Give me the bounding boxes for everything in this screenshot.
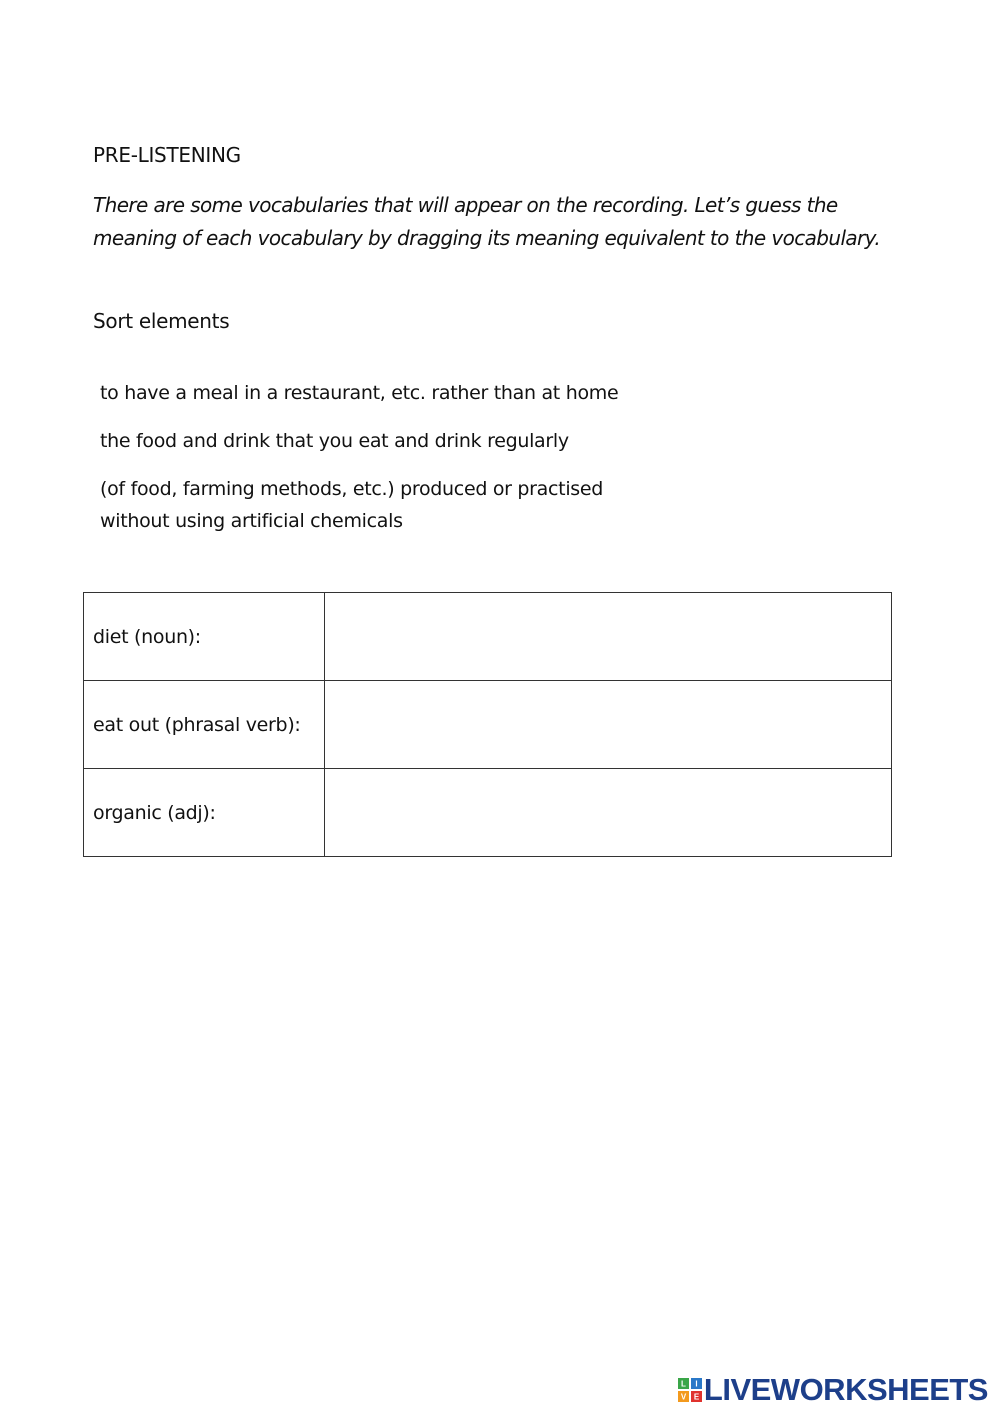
sort-items bbox=[100, 377, 660, 553]
brand-name: LIVEWORKSHEETS bbox=[703, 1372, 988, 1407]
draggable-meaning-1[interactable]: to have a meal in a restaurant, etc. rather than at home bbox=[100, 382, 619, 404]
svg-text:I: I bbox=[695, 1379, 698, 1389]
heading: PRE-LISTENING bbox=[93, 143, 241, 167]
table-row bbox=[84, 593, 892, 681]
vocab-term-organic: organic (adj): bbox=[84, 769, 325, 857]
svg-text:V: V bbox=[680, 1392, 687, 1402]
brand-watermark bbox=[678, 1374, 988, 1406]
table-row bbox=[84, 681, 892, 769]
drop-zone-diet[interactable] bbox=[325, 593, 892, 681]
vocabulary-table bbox=[83, 592, 892, 857]
svg-text:E: E bbox=[693, 1392, 700, 1402]
vocab-term-diet: diet (noun): bbox=[84, 593, 325, 681]
draggable-meaning-3[interactable]: (of food, farming methods, etc.) produced or practised without using artificial chemicals bbox=[100, 478, 604, 532]
instruction: There are some vocabularies that will appear on the recording. Let’s guess the meaning of each vocabulary by dragging its meaning equivalent to the vocabulary. bbox=[93, 193, 881, 250]
liveworksheets-logo-icon bbox=[678, 1378, 702, 1402]
table-row bbox=[84, 769, 892, 857]
svg-text:L: L bbox=[680, 1379, 686, 1389]
sort-label: Sort elements bbox=[93, 309, 230, 333]
drop-zone-organic[interactable] bbox=[325, 769, 892, 857]
drop-zone-eat-out[interactable] bbox=[325, 681, 892, 769]
draggable-meaning-2[interactable]: the food and drink that you eat and drink regularly bbox=[100, 430, 569, 452]
vocab-term-eat-out: eat out (phrasal verb): bbox=[84, 681, 325, 769]
